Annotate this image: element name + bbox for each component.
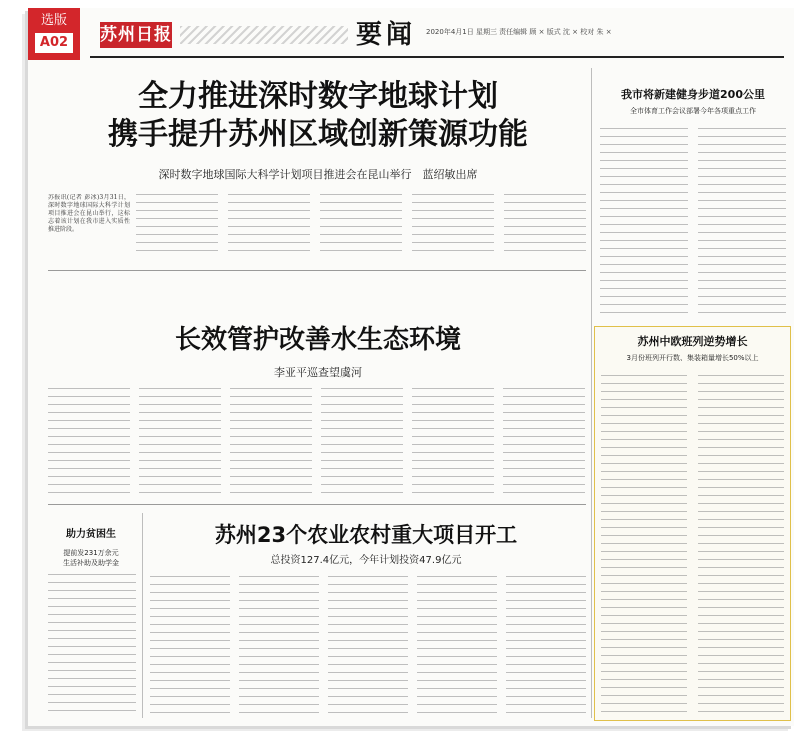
column-divider-2 [142, 513, 143, 718]
poverty-subhead-2: 生活补助及助学金 [63, 559, 119, 567]
fitness-trail-subhead: 全市体育工作会议部署今年各项重点工作 [630, 107, 756, 115]
wave-ornament [180, 26, 348, 44]
lead-headline-line2: 携手提升苏州区域创新策源功能 [108, 117, 528, 152]
poverty-body [48, 574, 136, 714]
agri-body [150, 576, 586, 718]
lead-body-intro: 苏报讯(记者 彭冰)3月31日，深时数字地球国际大科学计划项目推进会在昆山举行，这标志着该计划在我市进入实质性推进阶段。 [48, 194, 130, 233]
page-meta: 2020年4月1日 星期三 责任编辑 顾 × 版式 沈 × 校对 朱 × [426, 28, 612, 36]
poverty-headline: 助力贫困生 [66, 529, 116, 540]
china-europe-box [594, 326, 791, 721]
eco-subhead: 李亚平巡查望虞河 [274, 366, 362, 379]
fitness-trail-body [600, 128, 786, 318]
section-rule [48, 270, 586, 271]
china-europe-subhead: 3月份班列开行数、集装箱量增长50%以上 [626, 354, 759, 362]
section-rule-2 [48, 504, 586, 505]
newspaper-logo: 苏州日报 [100, 22, 172, 48]
lead-subhead: 深时数字地球国际大科学计划项目推进会在昆山举行 蓝绍敏出席 [158, 168, 478, 181]
agri-headline: 苏州23个农业农村重大项目开工 [214, 523, 518, 547]
edition-code: A02 [35, 33, 73, 53]
eco-headline: 长效管护改善水生态环境 [174, 325, 461, 355]
lead-headline-line1: 全力推进深时数字地球计划 [138, 79, 498, 114]
newspaper-page [28, 8, 794, 726]
eco-body [48, 388, 586, 498]
edition-label: 选版 [40, 13, 67, 28]
agri-subhead: 总投资127.4亿元，今年计划投资47.9亿元 [270, 555, 462, 566]
column-divider [591, 68, 592, 718]
masthead-rule [90, 56, 784, 58]
edition-tag [28, 8, 80, 60]
fitness-trail-headline: 我市将新建健身步道200公里 [621, 88, 765, 101]
china-europe-headline: 苏州中欧班列逆势增长 [637, 335, 748, 348]
lead-body-columns [136, 194, 586, 258]
section-title: 要闻 [356, 20, 417, 50]
poverty-subhead-1: 提前发231万余元 [63, 549, 119, 557]
china-europe-body [601, 375, 784, 713]
